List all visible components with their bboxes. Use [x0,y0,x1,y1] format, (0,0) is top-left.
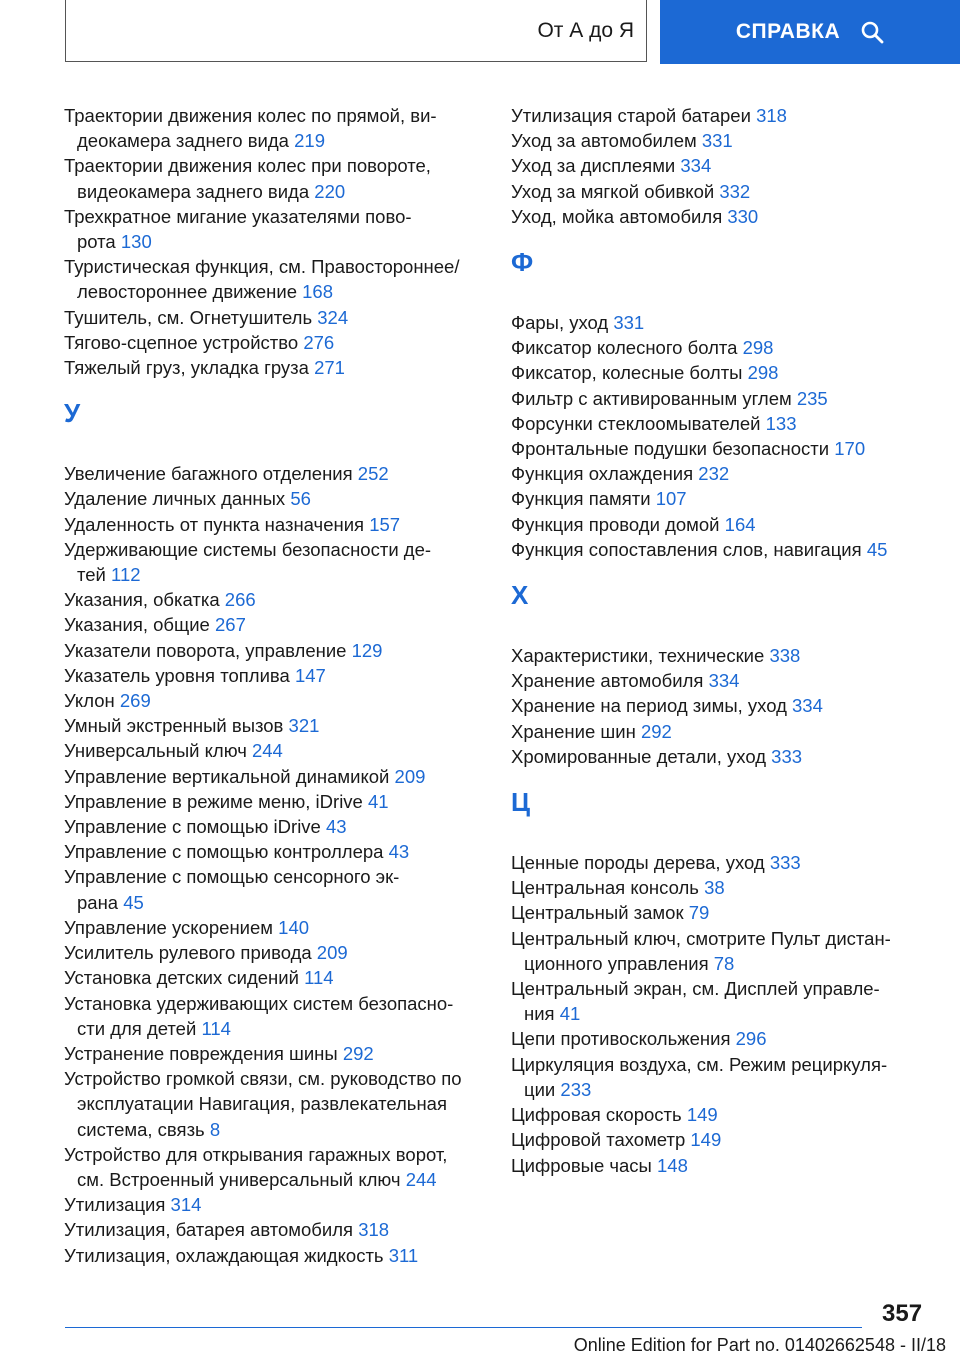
index-entry [64,940,484,965]
index-entry-text: Указатель уровня топлива [64,664,295,686]
index-entry-text: Функция проводи домой [511,513,725,535]
index-entry [64,204,484,254]
index-entry-text: Утилизация, охлаждающая жидкость [64,1244,389,1266]
index-entry [64,738,484,763]
index-entry-text: Уход за мягкой обивкой [511,180,720,202]
index-entry-text: Фиксатор, колесные болты [511,362,748,384]
index-entry-text: Указания, общие [64,614,215,636]
footer-divider [65,1327,862,1328]
index-entry-text: Центральный ключ, смотрите Пульт дистан- ционного управления [511,927,891,974]
index-entry [64,1217,484,1242]
index-entry-page-link[interactable]: 267 [215,614,246,636]
index-entry-page-link[interactable]: 266 [224,589,256,611]
index-entry-text: Удаленность от пункта назначения [64,513,370,535]
index-entry [511,926,931,976]
index-entry [64,1041,484,1066]
index-entry-text: Цифровой тахометр [511,1129,691,1151]
index-entry [64,864,484,914]
index-entry-page-link[interactable]: 324 [317,306,349,328]
index-entry [511,386,931,411]
index-entry-page-link[interactable]: 149 [686,1104,718,1126]
index-entry-page-link[interactable]: 170 [834,438,866,460]
index-entry [511,693,931,718]
index-entry-page-link[interactable]: 112 [111,564,141,586]
index-entry-page-link[interactable]: 79 [688,902,710,924]
index-entry-page-link[interactable]: 45 [866,538,888,560]
index-entry-page-link[interactable]: 133 [765,412,797,434]
index-entry-text: Функция памяти [511,488,656,510]
index-entry-text: Хранение шин [511,720,641,742]
index-entry [511,436,931,461]
index-entry [511,204,931,229]
index-entry [511,1102,931,1127]
index-entry-text: Установка удерживающих систем безопасно- сти для детей [64,992,454,1039]
index-entry-text: Уход за дисплеями [511,155,681,177]
index-letter-heading: Ф [511,247,534,278]
index-entry-page-link[interactable]: 244 [251,740,283,762]
index-entry [511,128,931,153]
index-entry-text: Туристическая функция, см. Правостороннее/ левостороннее движение [64,256,460,303]
index-entry-page-link[interactable]: 333 [769,852,801,874]
index-entry-text: Фронтальные подушки безопасности [511,438,835,460]
index-entry-page-link[interactable]: 298 [742,337,774,359]
index-entry-text: Центральный экран, см. Дисплей управле- ния [511,978,880,1025]
index-entry-text: Тушитель, см. Огнетушитель [64,306,318,328]
index-entry-page-link[interactable]: 149 [690,1129,722,1151]
index-entry-page-link[interactable]: 318 [358,1219,390,1241]
index-entry-text: Универсальный ключ [64,740,252,762]
index-entry [64,814,484,839]
index-entry [64,1142,484,1192]
index-entry [511,1127,931,1152]
index-entry-page-link[interactable]: 296 [735,1028,767,1050]
index-entry-page-link[interactable]: 244 [405,1168,437,1190]
index-entry [511,1052,931,1102]
index-entry-page-link[interactable]: 232 [698,463,730,485]
index-entry-page-link[interactable]: 298 [747,362,779,384]
index-entry-page-link[interactable]: 219 [294,130,325,152]
index-entry-text: Хранение на период зимы, уход [511,695,793,717]
index-entry-text: Устранение повреждения шины [64,1042,343,1064]
index-entry-page-link[interactable]: 334 [680,155,712,177]
footer-edition-text: Online Edition for Part no. 01402662548 - II/18 [573,1335,946,1355]
index-entry-text: Фильтр с активированным углем [511,387,797,409]
index-entry [64,1192,484,1217]
index-entry-text: Управление вертикальной динамикой [64,765,395,787]
index-entry [511,310,931,335]
index-entry-text: Траектории движения колес при повороте, видеокамера заднего вида [64,155,431,202]
page-number: 357 [882,1300,923,1327]
index-entry-page-link[interactable]: 78 [713,952,735,974]
index-entry-page-link[interactable]: 220 [314,180,346,202]
index-entry-text: Ценные породы дерева, уход [511,852,770,874]
index-entry [511,537,931,562]
tab-a-to-z-label: От А до Я [537,18,634,42]
index-entry [511,875,931,900]
index-entry [511,486,931,511]
index-entry-page-link[interactable]: 114 [201,1017,231,1039]
index-entry-text: Хромированные детали, уход [511,745,772,767]
index-entry-text: Тяжелый груз, укладка груза [64,357,315,379]
index-entry [64,254,484,304]
index-entry-text: Цифровые часы [511,1154,657,1176]
index-entry [511,1153,931,1178]
index-entry-text: Управление с помощью сенсорного эк- рана [64,866,400,913]
index-entry-page-link[interactable]: 318 [756,105,787,126]
index-entry [511,1026,931,1051]
index-entry-page-link[interactable]: 252 [357,463,389,485]
index-entry-page-link[interactable]: 107 [655,488,687,510]
index-entry [511,360,931,385]
index-entry [64,713,484,738]
index-entry-text: Устройство громкой связи, см. руководство по эксплуатации Навигация, развлекательная система, связь [64,1068,462,1140]
index-entry [511,461,931,486]
index-entry [64,1066,484,1142]
index-entry-page-link[interactable]: 148 [657,1154,688,1176]
index-entry-page-link[interactable]: 314 [170,1194,202,1216]
index-entry-page-link[interactable]: 330 [727,205,759,227]
index-entry [511,411,931,436]
tab-help-label: СПРАВКА [735,20,841,43]
index-entry-text: Траектории движения колес по прямой, ви- деокамера заднего вида [64,105,437,152]
index-entry [64,663,484,688]
index-entry-text: Увеличение багажного отделения [64,463,358,485]
index-entry-page-link[interactable]: 41 [367,790,389,812]
index-entry-text: Устройство для открывания гаражных ворот, см. Встроенный универсальный ключ [64,1143,448,1190]
index-entry-page-link[interactable]: 292 [342,1042,374,1064]
index-column-right [511,103,931,1178]
index-entry [64,789,484,814]
index-entry-page-link[interactable]: 311 [388,1244,419,1266]
index-letter-heading: У [64,398,81,429]
index-entry-page-link[interactable]: 332 [719,180,751,202]
index-entry-text: Уклон [64,690,120,712]
index-entry-text: Фары, уход [511,312,614,334]
index-entry [64,305,484,330]
index-entry-text: Функция сопоставления слов, навигация [511,538,867,560]
index-entry [511,900,931,925]
index-entry [64,688,484,713]
index-entry-page-link[interactable]: 129 [351,639,383,661]
index-entry-page-link[interactable]: 168 [302,281,334,303]
index-entry-text: Центральный замок [511,902,689,924]
index-entry-text: Указатели поворота, управление [64,639,352,661]
index-entry [511,179,931,204]
index-entry [511,512,931,537]
index-entry-text: Уход за автомобилем [511,130,702,152]
index-entry [64,764,484,789]
index-entry-text: Установка детских сидений [64,967,305,989]
index-entry [511,153,931,178]
index-entry-text: Утилизация старой батареи [511,105,757,126]
index-letter-heading: Х [511,580,529,611]
index-entry-page-link[interactable]: 271 [314,357,345,379]
index-entry-page-link[interactable]: 209 [394,765,426,787]
index-entry-text: Управление с помощью контроллера [64,841,389,863]
index-entry [64,638,484,663]
index-entry-page-link[interactable]: 56 [290,488,311,510]
index-entry-text: Управление в режиме меню, iDrive [64,790,368,812]
index-entry-page-link[interactable]: 209 [316,942,348,964]
index-entry-page-link[interactable]: 331 [701,130,733,152]
index-entry-page-link[interactable]: 269 [119,690,151,712]
index-entry-page-link[interactable]: 334 [708,670,740,692]
index-entry-page-link[interactable]: 334 [792,695,823,717]
index-entry [64,991,484,1041]
index-entry-page-link[interactable]: 333 [771,745,803,767]
index-entry [64,512,484,537]
index-entry-page-link[interactable]: 233 [560,1078,592,1100]
index-entry-text: Умный экстренный вызов [64,715,289,737]
index-entry-page-link[interactable]: 331 [613,312,645,334]
index-entry-text: Циркуляция воздуха, см. Режим рециркуля- ции [511,1053,888,1100]
index-entry-page-link[interactable]: 43 [325,816,347,838]
index-entry-page-link[interactable]: 276 [303,331,335,353]
index-entry-page-link[interactable]: 43 [388,841,410,863]
index-entry-text: Управление ускорением [64,916,279,938]
index-entry-text: Форсунки стеклоомывателей [511,412,766,434]
index-entry [64,103,484,153]
index-entry-page-link[interactable]: 8 [209,1118,221,1140]
index-entry [64,1243,484,1268]
index-entry-text: Тягово-сцепное устройство [64,331,304,353]
index-entry-page-link[interactable]: 292 [640,720,672,742]
index-entry [511,668,931,693]
index-entry [64,537,484,587]
index-entry-text: Утилизация, батарея автомобиля [64,1219,359,1241]
index-entry-text: Фиксатор колесного болта [511,337,743,359]
tab-help[interactable] [660,0,960,64]
index-column-left [64,103,484,1268]
index-entry-page-link[interactable]: 45 [123,891,144,913]
index-entry [511,976,931,1026]
index-entry-page-link[interactable]: 157 [369,513,401,535]
index-entry-page-link[interactable]: 147 [294,664,326,686]
index-entry [64,486,484,511]
index-entry [64,330,484,355]
index-entry-text: Удаление личных данных [64,488,291,510]
search-icon[interactable] [860,20,884,44]
index-entry-text: Управление с помощью iDrive [64,816,326,838]
index-entry [64,461,484,486]
index-entry [64,612,484,637]
index-entry [64,965,484,990]
index-entry-page-link[interactable]: 130 [120,231,152,253]
index-entry [511,335,931,360]
index-entry-text: Удерживающие системы безопасности де- тей [64,538,432,586]
index-entry-text: Указания, обкатка [64,589,225,611]
index-entry-text: Усилитель рулевого привода [64,942,317,964]
index-entry [511,103,931,128]
index-entry [511,643,931,668]
index-entry [511,850,931,875]
index-entry-text: Центральная консоль [511,877,705,899]
index-entry-page-link[interactable]: 38 [704,877,725,899]
index-entry [64,839,484,864]
index-entry [64,915,484,940]
index-entry-page-link[interactable]: 140 [278,916,310,938]
index-entry-text: Утилизация [64,1194,171,1216]
index-entry-text: Функция охлаждения [511,463,699,485]
index-entry-text: Характеристики, технические [511,645,770,667]
index-letter-heading: Ц [511,787,530,818]
index-entry-page-link[interactable]: 114 [304,967,334,989]
index-entry [64,355,484,380]
index-entry-page-link[interactable]: 235 [796,387,828,409]
index-entry-page-link[interactable]: 41 [559,1003,581,1025]
index-entry-page-link[interactable]: 164 [724,513,756,535]
index-entry [64,587,484,612]
index-entry [64,153,484,203]
index-entry-page-link[interactable]: 321 [288,715,320,737]
index-entry-text: Цифровая скорость [511,1104,687,1126]
tab-a-to-z[interactable] [65,0,647,62]
index-entry [511,719,931,744]
index-entry-text: Цепи противоскольжения [511,1028,736,1050]
index-entry-text: Уход, мойка автомобиля [511,205,728,227]
index-entry [511,744,931,769]
index-entry-page-link[interactable]: 338 [769,645,801,667]
index-entry-text: Трехкратное мигание указателями пово- рота [64,205,412,253]
index-entry-text: Хранение автомобиля [511,670,709,692]
